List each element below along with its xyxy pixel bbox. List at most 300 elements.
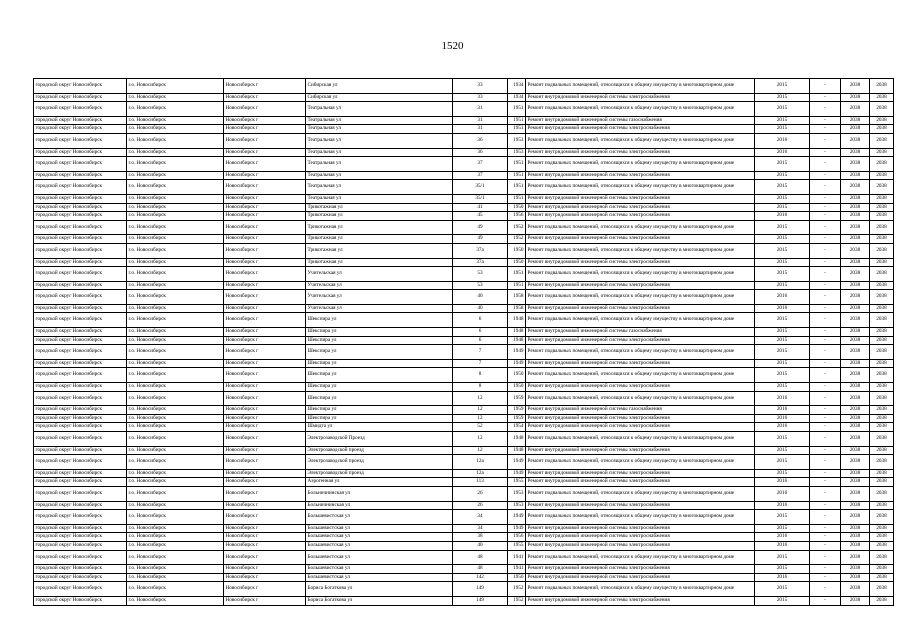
cell-house-number: 34 [453,524,508,533]
cell-settlement: г.о. Новосибирск [127,102,224,117]
cell-locality: Новосибирск г [224,171,306,180]
table-row [34,414,894,423]
table-row [34,359,894,368]
cell-house-number: 12 [453,432,508,447]
cell-build-year: 1952 [508,220,526,235]
cell-settlement: г.о. Новосибирск [127,243,224,258]
cell-year-to: 2038 [870,524,894,533]
cell-house-number: 6 [453,336,508,345]
cell-settlement: г.о. Новосибирск [127,550,224,565]
cell-locality: Новосибирск г [224,573,306,582]
cell-settlement: г.о. Новосибирск [127,524,224,533]
cell-dash: - [810,235,841,244]
cell-locality: Новосибирск г [224,116,306,125]
cell-municipality: городской округ Новосибирск [34,304,127,313]
cell-work-type: Ремонт внутридомовой инженерной системы электроснабжения [526,565,755,574]
cell-dash: - [810,258,841,267]
cell-municipality: городской округ Новосибирск [34,281,127,290]
cell-street: Трикотажная ул [306,203,453,212]
cell-locality: Новосибирск г [224,582,306,597]
cell-dash: - [810,455,841,470]
cell-work-type: Ремонт внутридомовой инженерной системы электроснабжения [526,235,755,244]
cell-year-to: 2038 [870,194,894,203]
cell-municipality: городской округ Новосибирск [34,116,127,125]
cell-house-number: 36 [453,133,508,148]
cell-plan-year: 2015 [755,359,810,368]
table-row [34,157,894,172]
table-row [34,180,894,195]
table-row [34,336,894,345]
cell-work-type: Ремонт подвальных помещений, относящихся к общему имуществу в многоквартирном доме [526,432,755,447]
cell-build-year: 1951 [508,281,526,290]
cell-dash: - [810,391,841,406]
cell-plan-year: 2015 [755,281,810,290]
cell-house-number: 12 [453,414,508,423]
cell-dash: - [810,102,841,117]
table-row [34,267,894,282]
cell-municipality: городской округ Новосибирск [34,478,127,487]
cell-locality: Новосибирск г [224,194,306,203]
cell-year-from: 2038 [841,171,870,180]
cell-year-from: 2038 [841,235,870,244]
cell-house-number: 113 [453,478,508,487]
cell-dash: - [810,383,841,392]
cell-year-from: 2038 [841,486,870,501]
cell-settlement: г.о. Новосибирск [127,313,224,328]
cell-build-year: 1952 [508,596,526,605]
cell-house-number: 40 [453,541,508,550]
cell-street: Шекспира ул [306,359,453,368]
cell-plan-year: 2015 [755,79,810,94]
cell-year-from: 2038 [841,391,870,406]
cell-dash: - [810,446,841,455]
cell-dash: - [810,345,841,360]
cell-house-number: 37а [453,243,508,258]
cell-house-number: 7 [453,345,508,360]
cell-settlement: г.о. Новосибирск [127,533,224,542]
table-row [34,133,894,148]
cell-work-type: Ремонт подвальных помещений, относящихся к общему имуществу в многоквартирном доме [526,180,755,195]
cell-house-number: 26 [453,501,508,510]
cell-plan-year: 2015 [755,596,810,605]
cell-street: Учительская ул [306,281,453,290]
cell-municipality: городской округ Новосибирск [34,391,127,406]
cell-build-year: 1949 [508,345,526,360]
cell-locality: Новосибирск г [224,281,306,290]
cell-work-type: Ремонт подвальных помещений, относящихся к общему имуществу в многоквартирном доме [526,79,755,94]
cell-street: Шекспира ул [306,414,453,423]
cell-municipality: городской округ Новосибирск [34,565,127,574]
cell-street: Сибирская ул [306,79,453,94]
cell-plan-year: 2015 [755,510,810,525]
cell-locality: Новосибирск г [224,243,306,258]
cell-work-type: Ремонт подвальных помещений, относящихся к общему имуществу в многоквартирном доме [526,267,755,282]
table-row [34,423,894,432]
cell-street: Электрозаводской проезд [306,469,453,478]
cell-work-type: Ремонт внутридомовой инженерной системы газоснабжения [526,116,755,125]
cell-locality: Новосибирск г [224,533,306,542]
cell-year-to: 2038 [870,212,894,221]
cell-year-from: 2038 [841,446,870,455]
cell-dash: - [810,573,841,582]
cell-year-from: 2038 [841,243,870,258]
cell-street: Трикотажная ул [306,220,453,235]
cell-dash: - [810,596,841,605]
cell-year-to: 2038 [870,235,894,244]
cell-build-year: 1948 [508,328,526,337]
cell-settlement: г.о. Новосибирск [127,336,224,345]
cell-dash: - [810,133,841,148]
cell-build-year: 1959 [508,391,526,406]
cell-plan-year: 2015 [755,157,810,172]
cell-locality: Новосибирск г [224,446,306,455]
cell-plan-year: 2016 [755,406,810,415]
cell-street: Шекспира ул [306,336,453,345]
cell-year-to: 2038 [870,243,894,258]
cell-year-from: 2038 [841,194,870,203]
cell-settlement: г.о. Новосибирск [127,345,224,360]
cell-locality: Новосибирск г [224,423,306,432]
cell-work-type: Ремонт внутридомовой инженерной системы электроснабжения [526,212,755,221]
cell-street: Учительская ул [306,304,453,313]
cell-street: Сибирская ул [306,93,453,102]
cell-plan-year: 2016 [755,133,810,148]
cell-locality: Новосибирск г [224,267,306,282]
cell-dash: - [810,157,841,172]
cell-dash: - [810,304,841,313]
cell-street: Шекспира ул [306,313,453,328]
cell-street: Больничнинская ул [306,486,453,501]
page-number: 1520 [441,40,464,52]
table-row [34,486,894,501]
cell-work-type: Ремонт внутридомовой инженерной системы электроснабжения [526,533,755,542]
cell-dash: - [810,212,841,221]
cell-plan-year: 2015 [755,313,810,328]
cell-street: Театральная ул [306,125,453,134]
cell-locality: Новосибирск г [224,93,306,102]
table-row [34,212,894,221]
cell-year-to: 2038 [870,304,894,313]
cell-locality: Новосибирск г [224,157,306,172]
cell-locality: Новосибирск г [224,510,306,525]
cell-year-from: 2038 [841,148,870,157]
cell-settlement: г.о. Новосибирск [127,478,224,487]
cell-year-from: 2038 [841,313,870,328]
table-row [34,469,894,478]
cell-street: Аэрогенная ул [306,478,453,487]
cell-year-to: 2038 [870,125,894,134]
cell-street: Шекспира ул [306,345,453,360]
cell-dash: - [810,290,841,305]
cell-build-year: 1948 [508,313,526,328]
cell-house-number: 12а [453,455,508,470]
cell-build-year: 1951 [508,180,526,195]
cell-build-year: 1949 [508,469,526,478]
cell-locality: Новосибирск г [224,336,306,345]
cell-locality: Новосибирск г [224,596,306,605]
cell-locality: Новосибирск г [224,550,306,565]
cell-locality: Новосибирск г [224,102,306,117]
cell-plan-year: 2016 [755,423,810,432]
cell-house-number: 48 [453,550,508,565]
cell-house-number: 12 [453,391,508,406]
table-row [34,478,894,487]
cell-dash: - [810,243,841,258]
cell-street: Театральная ул [306,180,453,195]
cell-plan-year: 2015 [755,243,810,258]
cell-work-type: Ремонт внутридомовой инженерной системы электроснабжения [526,541,755,550]
cell-year-to: 2038 [870,336,894,345]
cell-year-to: 2038 [870,148,894,157]
cell-year-to: 2038 [870,455,894,470]
cell-locality: Новосибирск г [224,383,306,392]
cell-year-from: 2038 [841,133,870,148]
cell-build-year: 1958 [508,304,526,313]
cell-year-from: 2038 [841,533,870,542]
cell-street: Электрозаводской Проезд [306,432,453,447]
table-row [34,328,894,337]
cell-plan-year: 2015 [755,93,810,102]
cell-plan-year: 2016 [755,290,810,305]
table-row [34,565,894,574]
table-row [34,391,894,406]
cell-dash: - [810,336,841,345]
cell-year-to: 2038 [870,550,894,565]
cell-plan-year: 2015 [755,180,810,195]
cell-year-from: 2038 [841,281,870,290]
table-row [34,432,894,447]
cell-year-from: 2038 [841,383,870,392]
cell-build-year: 1934 [508,79,526,94]
table-row [34,406,894,415]
cell-year-to: 2038 [870,203,894,212]
cell-year-from: 2038 [841,290,870,305]
cell-work-type: Ремонт внутридомовой инженерной системы электроснабжения [526,148,755,157]
cell-municipality: городской округ Новосибирск [34,267,127,282]
cell-year-from: 2038 [841,510,870,525]
cell-work-type: Ремонт подвальных помещений, относящихся к общему имуществу в многоквартирном доме [526,455,755,470]
cell-municipality: городской округ Новосибирск [34,582,127,597]
cell-locality: Новосибирск г [224,235,306,244]
cell-locality: Новосибирск г [224,455,306,470]
cell-build-year: 1941 [508,565,526,574]
cell-year-from: 2038 [841,423,870,432]
cell-municipality: городской округ Новосибирск [34,102,127,117]
cell-year-to: 2038 [870,565,894,574]
cell-settlement: г.о. Новосибирск [127,116,224,125]
cell-municipality: городской округ Новосибирск [34,194,127,203]
cell-locality: Новосибирск г [224,432,306,447]
cell-settlement: г.о. Новосибирск [127,304,224,313]
cell-year-to: 2038 [870,414,894,423]
cell-dash: - [810,171,841,180]
cell-plan-year: 2015 [755,368,810,383]
cell-dash: - [810,432,841,447]
cell-year-from: 2038 [841,455,870,470]
cell-house-number: 53 [453,281,508,290]
cell-build-year: 1953 [508,486,526,501]
cell-year-to: 2038 [870,478,894,487]
cell-build-year: 1955 [508,541,526,550]
cell-municipality: городской округ Новосибирск [34,550,127,565]
table-row [34,243,894,258]
cell-work-type: Ремонт внутридомовой инженерной системы электроснабжения [526,414,755,423]
cell-settlement: г.о. Новосибирск [127,510,224,525]
cell-dash: - [810,406,841,415]
cell-municipality: городской округ Новосибирск [34,501,127,510]
cell-dash: - [810,203,841,212]
cell-build-year: 1950 [508,368,526,383]
cell-dash: - [810,281,841,290]
cell-work-type: Ремонт подвальных помещений, относящихся к общему имуществу в многоквартирном доме [526,391,755,406]
cell-street: Большевистская ул [306,541,453,550]
cell-municipality: городской округ Новосибирск [34,368,127,383]
cell-municipality: городской округ Новосибирск [34,469,127,478]
cell-year-from: 2038 [841,359,870,368]
cell-dash: - [810,478,841,487]
cell-plan-year: 2015 [755,550,810,565]
table-row [34,501,894,510]
cell-work-type: Ремонт внутридомовой инженерной системы электроснабжения [526,336,755,345]
table-row [34,171,894,180]
cell-locality: Новосибирск г [224,478,306,487]
cell-build-year: 1951 [508,116,526,125]
cell-plan-year: 2016 [755,486,810,501]
cell-locality: Новосибирск г [224,79,306,94]
cell-street: Шекспира ул [306,383,453,392]
cell-plan-year: 2015 [755,446,810,455]
cell-settlement: г.о. Новосибирск [127,455,224,470]
cell-work-type: Ремонт подвальных помещений, относящихся к общему имуществу в многоквартирном доме [526,510,755,525]
cell-settlement: г.о. Новосибирск [127,180,224,195]
cell-plan-year: 2016 [755,478,810,487]
cell-locality: Новосибирск г [224,524,306,533]
cell-street: Большевистская ул [306,565,453,574]
cell-settlement: г.о. Новосибирск [127,432,224,447]
cell-work-type: Ремонт внутридомовой инженерной системы газоснабжения [526,328,755,337]
cell-plan-year: 2015 [755,220,810,235]
cell-plan-year: 2015 [755,267,810,282]
cell-municipality: городской округ Новосибирск [34,157,127,172]
table-row [34,533,894,542]
cell-house-number: 35/1 [453,194,508,203]
cell-locality: Новосибирск г [224,180,306,195]
cell-build-year: 1951 [508,194,526,203]
cell-settlement: г.о. Новосибирск [127,148,224,157]
cell-locality: Новосибирск г [224,368,306,383]
cell-municipality: городской округ Новосибирск [34,359,127,368]
cell-work-type: Ремонт подвальных помещений, относящихся к общему имуществу в многоквартирном доме [526,486,755,501]
cell-municipality: городской округ Новосибирск [34,79,127,94]
cell-street: Театральная ул [306,148,453,157]
cell-dash: - [810,328,841,337]
cell-year-from: 2038 [841,368,870,383]
cell-year-to: 2038 [870,469,894,478]
cell-build-year: 1941 [508,550,526,565]
cell-street: Большевистская ул [306,510,453,525]
cell-settlement: г.о. Новосибирск [127,486,224,501]
cell-plan-year: 2015 [755,194,810,203]
cell-street: Бориса Богаткова ул [306,596,453,605]
cell-plan-year: 2015 [755,565,810,574]
cell-street: Учительская ул [306,290,453,305]
cell-build-year: 1953 [508,501,526,510]
cell-plan-year: 2016 [755,541,810,550]
cell-work-type: Ремонт подвальных помещений, относящихся к общему имуществу в многоквартирном доме [526,582,755,597]
cell-settlement: г.о. Новосибирск [127,157,224,172]
cell-build-year: 1949 [508,455,526,470]
cell-build-year: 1958 [508,290,526,305]
cell-year-from: 2038 [841,125,870,134]
cell-settlement: г.о. Новосибирск [127,359,224,368]
cell-build-year: 1959 [508,406,526,415]
cell-municipality: городской округ Новосибирск [34,383,127,392]
cell-work-type: Ремонт подвальных помещений, относящихся к общему имуществу в многоквартирном доме [526,220,755,235]
cell-locality: Новосибирск г [224,304,306,313]
table-row [34,258,894,267]
cell-build-year: 1956 [508,212,526,221]
cell-municipality: городской округ Новосибирск [34,336,127,345]
cell-street: Шмидта ул [306,423,453,432]
table-row [34,203,894,212]
cell-year-from: 2038 [841,304,870,313]
cell-build-year: 1951 [508,157,526,172]
cell-year-to: 2038 [870,79,894,94]
cell-settlement: г.о. Новосибирск [127,125,224,134]
cell-locality: Новосибирск г [224,469,306,478]
cell-municipality: городской округ Новосибирск [34,313,127,328]
cell-settlement: г.о. Новосибирск [127,258,224,267]
cell-street: Театральная ул [306,194,453,203]
cell-house-number: 12 [453,446,508,455]
cell-house-number: 41 [453,203,508,212]
table-row [34,220,894,235]
cell-build-year: 1949 [508,524,526,533]
cell-municipality: городской округ Новосибирск [34,486,127,501]
cell-municipality: городской округ Новосибирск [34,212,127,221]
cell-plan-year: 2016 [755,391,810,406]
cell-street: Электрозаводской проезд [306,455,453,470]
cell-year-from: 2038 [841,596,870,605]
cell-house-number: 53 [453,267,508,282]
cell-year-to: 2038 [870,290,894,305]
cell-build-year: 1948 [508,432,526,447]
cell-house-number: 48 [453,565,508,574]
cell-dash: - [810,550,841,565]
cell-house-number: 33 [453,93,508,102]
table-row [34,510,894,525]
cell-year-to: 2038 [870,582,894,597]
table-row [34,550,894,565]
cell-year-to: 2038 [870,258,894,267]
cell-build-year: 1950 [508,243,526,258]
cell-year-from: 2038 [841,524,870,533]
cell-house-number: 35/1 [453,180,508,195]
cell-municipality: городской округ Новосибирск [34,243,127,258]
cell-work-type: Ремонт внутридомовой инженерной системы электроснабжения [526,423,755,432]
cell-settlement: г.о. Новосибирск [127,235,224,244]
cell-municipality: городской округ Новосибирск [34,235,127,244]
cell-year-to: 2038 [870,383,894,392]
cell-settlement: г.о. Новосибирск [127,368,224,383]
cell-house-number: 12а [453,469,508,478]
cell-municipality: городской округ Новосибирск [34,533,127,542]
cell-street: Большевистская ул [306,533,453,542]
cell-settlement: г.о. Новосибирск [127,79,224,94]
cell-year-from: 2038 [841,406,870,415]
cell-municipality: городской округ Новосибирск [34,133,127,148]
registry-body [34,79,894,606]
